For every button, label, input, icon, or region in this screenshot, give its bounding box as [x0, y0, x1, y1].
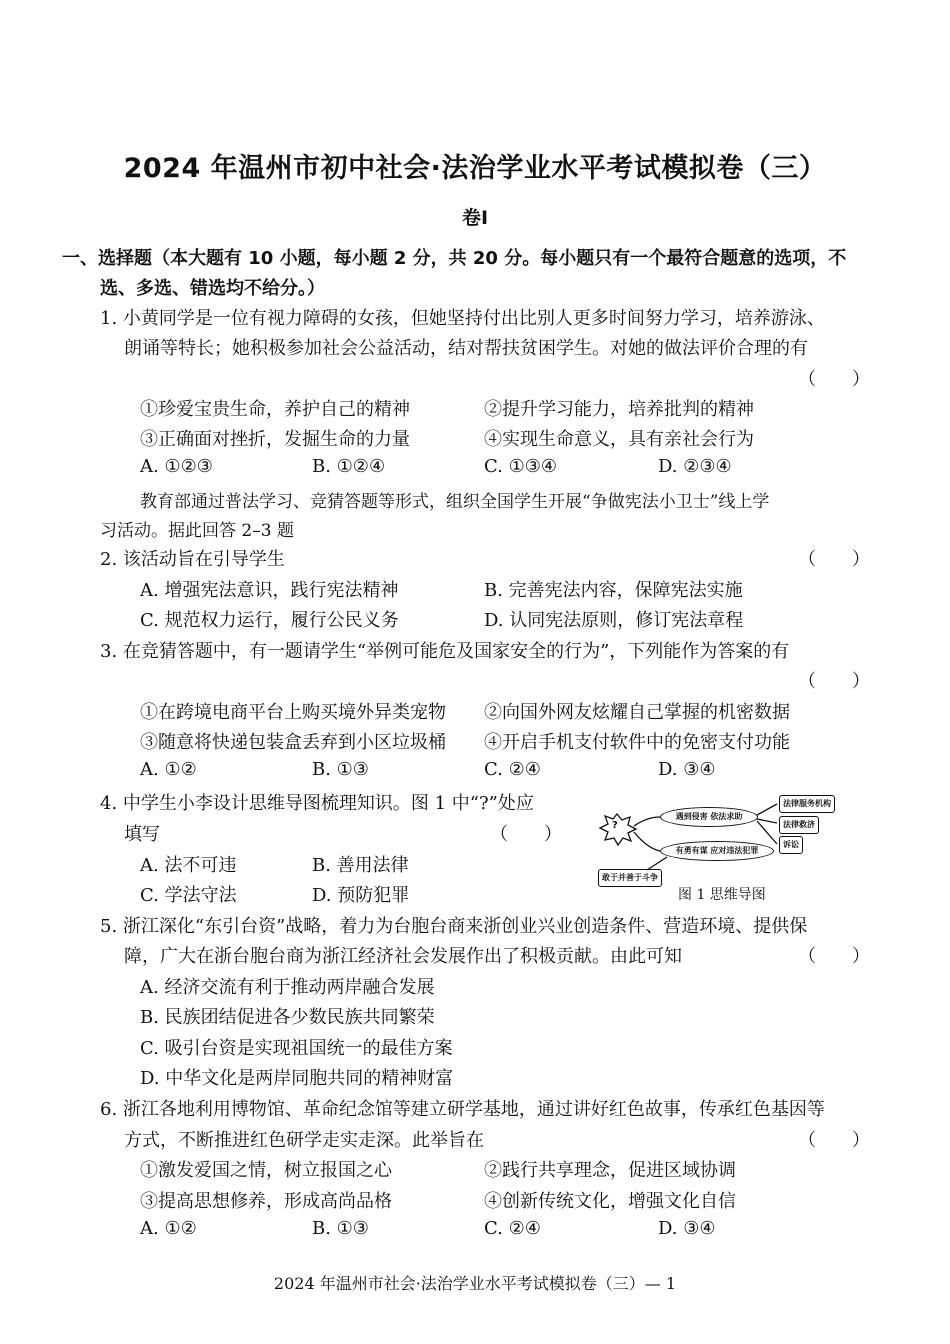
mind-map-oval-bottom: 有勇有谋 应对违法犯罪	[660, 841, 774, 861]
q1-choice-c: C. ①③④	[484, 456, 557, 477]
q1-choice-b: B. ①②④	[312, 456, 386, 477]
mind-map-box-legal-aid: 法律救济	[779, 816, 819, 834]
q6-choice-a: A. ①②	[140, 1218, 197, 1239]
mind-map-center-question: ?	[612, 820, 618, 831]
q1-option-4: ④实现生命意义，具有亲社会行为	[484, 429, 754, 450]
q3-choice-b: B. ①③	[312, 759, 369, 780]
q3-choice-a: A. ①②	[140, 759, 197, 780]
mind-map-figure	[592, 790, 852, 885]
section-instructions-line1: 一、选择题（本大题有 10 小题，每小题 2 分，共 20 分。每小题只有一个最符合题意的选项，不	[62, 248, 847, 269]
q2-answer-bracket: （ ）	[798, 549, 870, 570]
q2-stem: 2. 该活动旨在引导学生	[100, 549, 285, 570]
q3-option-2: ②向国外网友炫耀自己掌握的机密数据	[484, 702, 790, 723]
q5-stem-line1: 5. 浙江深化“东引台资”战略，着力为台胞台商来浙创业兴业创造条件、营造环境、提供保	[100, 916, 808, 937]
q3-choice-d: D. ③④	[658, 759, 716, 780]
q1-option-2: ②提升学习能力，培养批判的精神	[484, 399, 754, 420]
q6-stem-line2: 方式，不断推进红色研学走实走深。此举旨在	[124, 1130, 484, 1151]
mind-map-box-bottom-left: 敢于并善于斗争	[598, 869, 662, 887]
q5-answer-bracket: （ ）	[798, 946, 870, 967]
q6-choice-b: B. ①③	[312, 1218, 369, 1239]
q2-choice-d: D. 认同宪法原则，修订宪法章程	[484, 610, 744, 631]
q6-answer-bracket: （ ）	[798, 1130, 870, 1151]
q6-option-2: ②践行共享理念，促进区域协调	[484, 1160, 736, 1181]
page-title: 2024 年温州市初中社会·法治学业水平考试模拟卷（三）	[123, 153, 827, 184]
q3-option-3: ③随意将快递包装盒丢弃到小区垃圾桶	[140, 732, 446, 753]
q5-choice-d: D. 中华文化是两岸同胞共同的精神财富	[140, 1068, 454, 1089]
mind-map-caption: 图 1 思维导图	[678, 887, 766, 903]
q3-answer-bracket: （ ）	[798, 671, 870, 692]
q4-stem-line2: 填写	[124, 824, 160, 845]
q1-stem-line2: 朗诵等特长；她积极参加社会公益活动，结对帮扶贫困学生。对她的做法评价合理的有	[124, 338, 808, 359]
q6-stem-line1: 6. 浙江各地利用博物馆、革命纪念馆等建立研学基地，通过讲好红色故事，传承红色基因等	[100, 1099, 825, 1120]
q3-choice-c: C. ②④	[484, 759, 541, 780]
q4-choice-c: C. 学法守法	[140, 885, 237, 906]
q1-option-1: ①珍爱宝贵生命，养护自己的精神	[140, 399, 410, 420]
q5-choice-b: B. 民族团结促进各少数民族共同繁荣	[140, 1007, 435, 1028]
q6-choice-c: C. ②④	[484, 1218, 541, 1239]
q6-option-1: ①激发爱国之情，树立报国之心	[140, 1160, 392, 1181]
q6-choice-d: D. ③④	[658, 1218, 716, 1239]
q4-choice-a: A. 法不可违	[140, 855, 237, 876]
q5-choice-a: A. 经济交流有利于推动两岸融合发展	[140, 977, 435, 998]
material-2-3-line2: 习活动。据此回答 2–3 题	[100, 521, 294, 541]
volume-heading: 卷Ⅰ	[461, 207, 489, 229]
section-instructions-line2: 选、多选、错选均不给分。）	[100, 278, 325, 299]
q1-choice-a: A. ①②③	[140, 456, 213, 477]
q2-choice-c: C. 规范权力运行，履行公民义务	[140, 610, 399, 631]
q3-option-1: ①在跨境电商平台上购买境外异类宠物	[140, 702, 446, 723]
q1-answer-bracket: （ ）	[798, 369, 870, 390]
page-footer: 2024 年温州市社会·法治学业水平考试模拟卷（三）— 1	[273, 1274, 677, 1293]
q3-option-4: ④开启手机支付软件中的免密支付功能	[484, 732, 790, 753]
mind-map-box-legal-service: 法律服务机构	[779, 795, 835, 813]
mind-map-box-litigation: 诉讼	[779, 836, 803, 854]
q3-stem: 3. 在竞猜答题中，有一题请学生“举例可能危及国家安全的行为”，下列能作为答案的有	[100, 641, 790, 662]
q6-option-4: ④创新传统文化，增强文化自信	[484, 1191, 736, 1212]
q4-choice-b: B. 善用法律	[312, 855, 409, 876]
q5-stem-line2: 障，广大在浙台胞台商为浙江经济社会发展作出了积极贡献。由此可知	[124, 946, 682, 967]
q1-choice-d: D. ②③④	[658, 456, 732, 477]
q4-choice-d: D. 预防犯罪	[312, 885, 410, 906]
question-star-icon	[600, 814, 636, 845]
q1-stem-line1: 1. 小黄同学是一位有视力障碍的女孩，但她坚持付出比别人更多时间努力学习，培养游泳、	[100, 308, 825, 329]
q5-choice-c: C. 吸引台资是实现祖国统一的最佳方案	[140, 1038, 453, 1059]
q4-stem-line1: 4. 中学生小李设计思维导图梳理知识。图 1 中“?”处应	[100, 793, 534, 814]
q2-choice-b: B. 完善宪法内容，保障宪法实施	[484, 580, 743, 601]
q4-answer-bracket: （ ）	[490, 824, 562, 845]
q1-option-3: ③正确面对挫折，发掘生命的力量	[140, 429, 410, 450]
q2-choice-a: A. 增强宪法意识，践行宪法精神	[140, 580, 399, 601]
mind-map-oval-top: 遇到侵害 依法求助	[660, 807, 758, 827]
material-2-3-line1: 教育部通过普法学习、竞猜答题等形式，组织全国学生开展“争做宪法小卫士”线上学	[140, 492, 770, 512]
q6-option-3: ③提高思想修养，形成高尚品格	[140, 1191, 392, 1212]
